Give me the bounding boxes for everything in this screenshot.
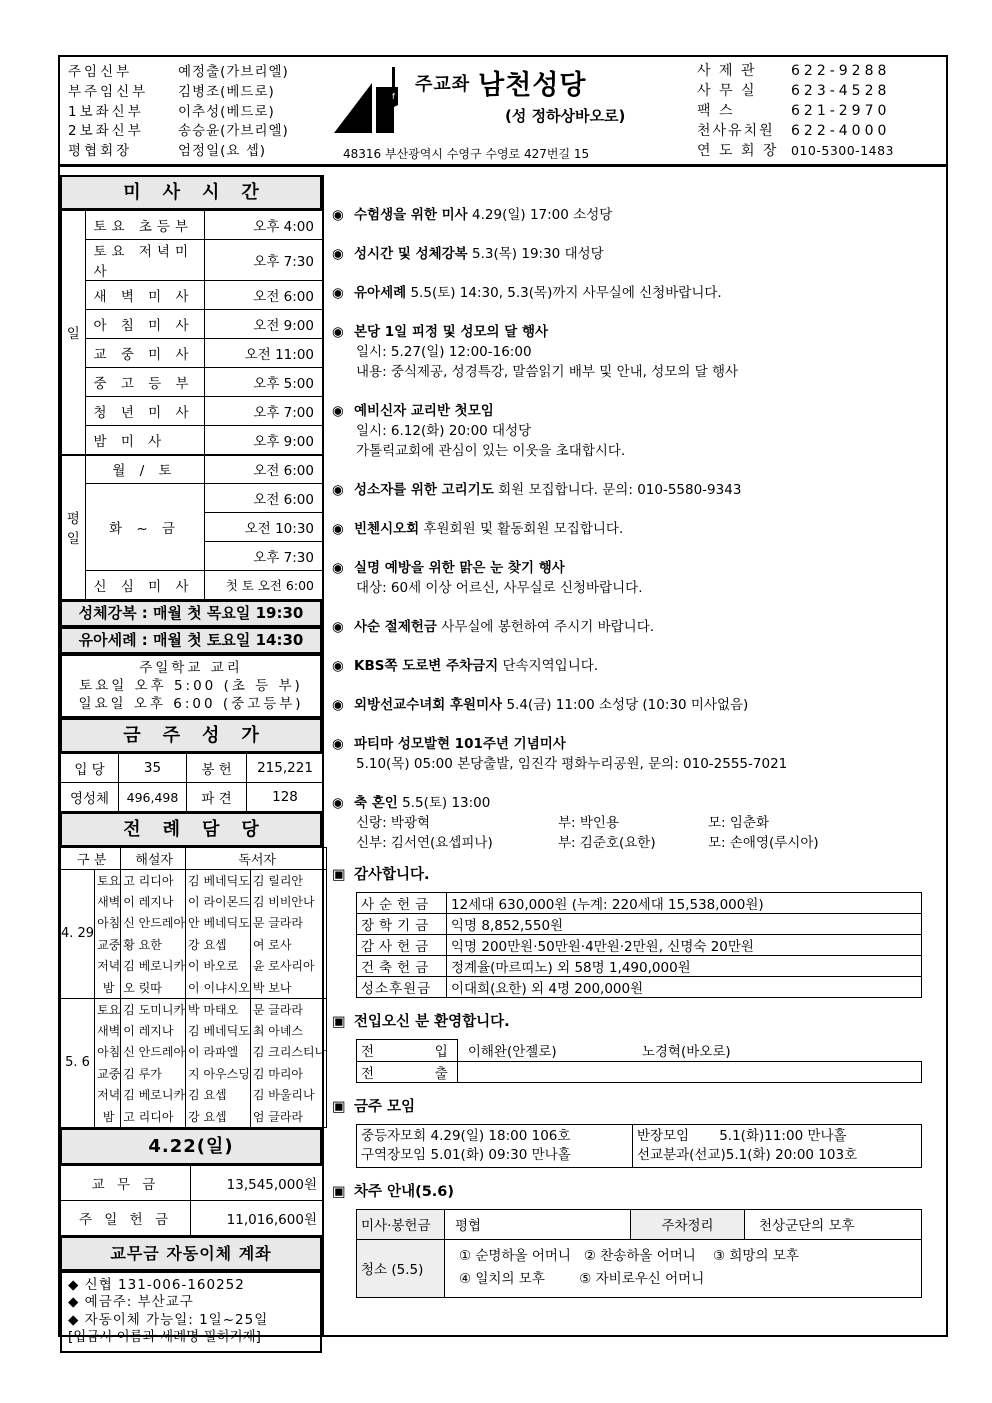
mass-name: 중 고 등 부 (85, 368, 204, 397)
section-heading (332, 863, 942, 884)
reader-1: 안 베네딕도 (186, 912, 251, 934)
commentator: 이 레지나 (121, 1020, 186, 1042)
mass-time: 첫 토 오전 6:00 (204, 571, 323, 600)
clergy-name: 김병조(베드로) (178, 83, 275, 100)
welcome-table (356, 1039, 922, 1083)
section-title: 감사합니다. (354, 867, 430, 883)
announcement (332, 558, 942, 598)
mass-time: 오전 11:00 (204, 339, 323, 368)
commentator: 신 안드레아 (121, 1041, 186, 1063)
announcement (332, 480, 942, 500)
church-logo-icon (332, 65, 412, 135)
mass-slot: 아침 (95, 1041, 121, 1063)
table-row (61, 281, 323, 310)
table-row (357, 935, 922, 956)
contact-label: 사 제 관 (697, 63, 757, 79)
mass-slot: 밤 (95, 1106, 121, 1128)
mass-slot: 교중 (95, 1063, 121, 1085)
reader-2: 문 글라라 (250, 912, 326, 934)
thanks-label: 장학기금 (357, 914, 447, 935)
reader-1: 김 요셉 (186, 1084, 251, 1106)
reader-2: 김 크리스티나 (250, 1041, 326, 1063)
table-row (357, 893, 922, 914)
reader-2: 엄 글라라 (250, 1106, 326, 1128)
column-header: 구 분 (61, 848, 121, 870)
announcement (332, 617, 942, 637)
announcement (332, 401, 942, 461)
table-row (61, 240, 323, 281)
table-row (357, 1239, 922, 1297)
announcement-text: 회원 모집합니다. 문의: 010-5580-9343 (498, 482, 742, 498)
bullet-icon: ◉ (332, 658, 344, 674)
mass-time: 오후 7:00 (204, 397, 323, 426)
announcement-line: 대상: 60세 이상 어르신, 사무실로 신청바랍니다. (356, 580, 643, 596)
reader-1: 이 바오로 (186, 955, 251, 977)
clergy-role: 2보좌신부 (68, 123, 144, 140)
new-member: 노경혁(바오로) (641, 1044, 731, 1060)
mass-times-heading: 미사시간 (60, 175, 322, 210)
reader-1: 강 요셉 (186, 934, 251, 956)
reader-2: 김 바울리나 (250, 1084, 326, 1106)
table-row (61, 1063, 327, 1085)
table-row (61, 1084, 327, 1106)
mass-slot: 아침 (95, 912, 121, 934)
mass-name: 신 심 미 사 (85, 571, 204, 600)
contact-row (697, 101, 894, 121)
title-prefix: 주교좌 (415, 74, 471, 95)
meeting-item: 반장모임 5.1(화)11:00 만나홀 (637, 1127, 847, 1144)
announcement-line: 5.10(목) 05:00 본당출발, 임진각 평화누리공원, 문의: 010-2555-7021 (356, 756, 788, 772)
adoration-notice: 성체강복 : 매월 첫 목요일 19:30 (60, 600, 322, 627)
table-row (61, 1020, 327, 1042)
mass-time: 오후 5:00 (204, 368, 323, 397)
reader-1: 지 아우스딩 (186, 1063, 251, 1085)
hymn-label: 봉 헌 (187, 754, 247, 783)
announcement (332, 205, 942, 225)
announcement-text: 단속지역입니다. (502, 658, 599, 674)
meeting-item: 중등자모회 4.29(일) 18:00 106호 (361, 1127, 571, 1144)
groom-mother: 모: 임춘화 (708, 815, 770, 831)
meetings-left (357, 1124, 633, 1167)
announcement-text: 5.5(토) 14:30, 5.3(목)까지 사무실에 신청바랍니다. (410, 285, 722, 301)
account-line: ◆ 신협 131-006-160252 (68, 1276, 245, 1293)
mass-slot: 토요 (95, 869, 121, 891)
reader-1: 이 이냐시오 (186, 977, 251, 999)
commentator: 김 도미니카 (121, 998, 186, 1020)
church-address: 48316 부산광역시 수영구 수영로 427번길 15 (343, 147, 590, 161)
announcement (332, 656, 942, 676)
mass-time: 오전 10:30 (204, 513, 323, 542)
liturgy-date: 4. 29 (61, 869, 95, 998)
contact-row (697, 141, 894, 161)
wedding-announcement (332, 793, 942, 853)
column-header: 해설자 (121, 848, 186, 870)
table-row (61, 869, 327, 891)
new-member: 이해완(안젤로) (467, 1044, 557, 1060)
commentator: 고 리디아 (121, 869, 186, 891)
table-row (357, 1061, 922, 1082)
bullet-icon: ◉ (332, 403, 344, 419)
account-line: [입금시 이름과 세례명 필히기재] (68, 1329, 261, 1345)
svg-text:f: f (392, 92, 395, 101)
announcement-line: 내용: 중식제공, 성경특강, 말씀읽기 배부 및 안내, 성모의 달 행사 (356, 364, 739, 380)
reader-2: 박 보나 (250, 977, 326, 999)
mass-slot: 새벽 (95, 1020, 121, 1042)
section-title: 전입오신 분 환영합니다. (354, 1014, 510, 1030)
reader-2: 김 릴리안 (250, 869, 326, 891)
mass-offering-value: 평협 (445, 1209, 631, 1239)
table-row (61, 426, 323, 455)
announcement-title: 사순 절제헌금 (354, 619, 437, 635)
finance-table (60, 1165, 324, 1236)
mass-time: 오전 6:00 (204, 455, 323, 484)
thanks-label: 사순헌금 (357, 893, 447, 914)
section-heading (332, 1180, 942, 1201)
mass-time: 오전 6:00 (204, 281, 323, 310)
welcome-label: 전 출 (357, 1061, 458, 1082)
announcement-title: 본당 1일 피정 및 성모의 달 행사 (354, 324, 549, 340)
commentator: 고 리디아 (121, 1106, 186, 1128)
table-row (357, 1209, 922, 1239)
clergy-list (68, 63, 289, 162)
account-line: ◆ 자동이체 가능일: 1일~25일 (68, 1311, 269, 1328)
reader-1: 김 베네딕도 (186, 1020, 251, 1042)
table-row (61, 310, 323, 339)
section-title: 금주 모임 (354, 1098, 416, 1115)
table-row (61, 368, 323, 397)
contact-row (697, 81, 894, 101)
reader-1: 이 라이몬드 (186, 891, 251, 913)
table-row (61, 783, 324, 812)
mass-offering-label: 미사·봉헌금 (357, 1209, 445, 1239)
contact-row (697, 61, 894, 81)
mass-name: 월 / 토 (85, 455, 204, 484)
contact-row (697, 121, 894, 141)
table-row (357, 914, 922, 935)
table-header-row (61, 848, 327, 870)
reader-1: 강 요셉 (186, 1106, 251, 1128)
bride-mother: 모: 손애영(루시아) (708, 835, 819, 851)
mass-time: 오후 4:00 (204, 211, 323, 240)
bullet-icon: ◉ (332, 560, 344, 576)
mass-slot: 교중 (95, 934, 121, 956)
parking-value: 천상군단의 모후 (745, 1209, 922, 1239)
sunday-school (60, 654, 322, 718)
announcement-title: 외방선교수녀회 후원미사 (354, 697, 503, 713)
contact-label: 사 무 실 (697, 83, 757, 99)
table-row (357, 956, 922, 977)
hymn-label: 입 당 (61, 754, 119, 783)
mass-times-table (60, 210, 324, 600)
table-row (357, 1124, 922, 1167)
mass-name: 새 벽 미 사 (85, 281, 204, 310)
table-row (61, 934, 327, 956)
clergy-name: 엄정일(요 셉) (178, 143, 267, 160)
section-title: 차주 안내(5.6) (354, 1183, 455, 1200)
auto-transfer-info (60, 1271, 322, 1353)
clergy-row (68, 83, 289, 103)
announcement-title: 유아세례 (354, 285, 407, 301)
reader-2: 여 로사 (250, 934, 326, 956)
contact-number: 010-5300-1483 (791, 143, 895, 158)
mass-slot: 새벽 (95, 891, 121, 913)
table-row (61, 891, 327, 913)
bride-father: 부: 김준호(요한) (558, 835, 656, 851)
thanks-value: 정계율(마르띠노) 외 58명 1,490,000원 (447, 956, 922, 977)
reader-1: 박 마태오 (186, 998, 251, 1020)
mass-name: 토요 저녁미사 (85, 240, 204, 281)
moved-out-members (457, 1061, 921, 1082)
reader-1: 이 라파엘 (186, 1041, 251, 1063)
hymn-number: 215,221 (247, 754, 324, 783)
cleaning-line: ④ 일치의 모후 ⑤ 자비로우신 어머니 (459, 1271, 705, 1287)
announcement-title: KBS쪽 도로변 주차금지 (354, 658, 499, 674)
commentator: 신 안드레아 (121, 912, 186, 934)
finance-label: 주 일 헌 금 (61, 1200, 191, 1235)
finance-value: 13,545,000원 (191, 1165, 324, 1200)
clergy-name: 이추성(베드로) (178, 103, 275, 120)
mass-slot: 저녁 (95, 955, 121, 977)
groom-row (332, 813, 942, 833)
contact-number: 621-2970 (791, 103, 891, 119)
meeting-item: 선교분과(선교)5.1(화) 20:00 103호 (637, 1146, 858, 1163)
header (60, 57, 946, 167)
clergy-role: 평협회장 (68, 143, 133, 160)
announcement-title: 예비신자 교리반 첫모임 (354, 403, 494, 419)
table-row (61, 1041, 327, 1063)
square-bullet-icon: ▣ (332, 1183, 346, 1200)
announcement-line: 가톨릭교회에 관심이 있는 이웃을 초대합시다. (356, 443, 626, 459)
contact-label: 천사유치원 (697, 123, 775, 139)
bullet-icon: ◉ (332, 482, 344, 498)
finance-value: 11,016,600원 (191, 1200, 324, 1235)
mass-name: 토요 초등부 (85, 211, 204, 240)
mass-time: 오전 6:00 (204, 484, 323, 513)
meeting-item: 구역장모임 5.01(화) 09:30 만나홀 (361, 1146, 571, 1163)
clergy-row (68, 63, 289, 83)
announcement-text: 5.5(토) 13:00 (402, 795, 491, 811)
announcement-title: 성소자를 위한 고리기도 (354, 482, 494, 498)
reader-2: 최 아녜스 (250, 1020, 326, 1042)
reader-2: 김 마리아 (250, 1063, 326, 1085)
mass-time: 오후 7:30 (204, 542, 323, 571)
thanks-value: 익명 8,852,550원 (447, 914, 922, 935)
mass-name: 교 중 미 사 (85, 339, 204, 368)
table-row (357, 1040, 922, 1062)
table-row (61, 455, 323, 484)
clergy-role: 부주임신부 (68, 83, 149, 100)
meetings-right (633, 1124, 922, 1167)
announcement (332, 244, 942, 264)
announcement-title: 파티마 성모발현 101주년 기념미사 (354, 736, 566, 752)
commentator: 오 릿따 (121, 977, 186, 999)
bullet-icon: ◉ (332, 521, 344, 537)
mass-name: 밤 미 사 (85, 426, 204, 455)
square-bullet-icon: ▣ (332, 867, 346, 883)
liturgy-table (60, 847, 327, 1128)
clergy-name: 예정출(가브리엘) (178, 64, 289, 80)
announcement-title: 실명 예방을 위한 맑은 눈 찾기 행사 (354, 560, 565, 576)
commentator: 이 레지나 (121, 891, 186, 913)
announcement-title: 성시간 및 성체강복 (354, 246, 468, 262)
mass-time: 오후 7:30 (204, 240, 323, 281)
cleaning-groups (445, 1239, 922, 1297)
thanks-table (356, 892, 922, 998)
announcement-line: 일시: 6.12(화) 20:00 대성당 (356, 423, 532, 439)
parking-label: 주차정리 (631, 1209, 745, 1239)
clergy-row (68, 122, 289, 142)
clergy-role: 1보좌신부 (68, 103, 144, 120)
square-bullet-icon: ▣ (332, 1014, 346, 1030)
sunday-school-line: 일요일 오후 6:00 (중고등부) (78, 696, 304, 712)
reader-2: 김 비비안나 (250, 891, 326, 913)
mass-time: 오후 9:00 (204, 426, 323, 455)
mass-name: 청 년 미 사 (85, 397, 204, 426)
bullet-icon: ◉ (332, 795, 344, 811)
announcement (332, 283, 942, 303)
table-row (61, 339, 323, 368)
bride: 신부: 김서연(요셉피나) (356, 835, 493, 851)
table-row (61, 211, 323, 240)
contact-label: 연 도 회 장 (697, 143, 779, 159)
finance-date-heading: 4.22(일) (60, 1128, 322, 1165)
bullet-icon: ◉ (332, 324, 344, 340)
hymn-heading: 금주성가 (60, 718, 322, 753)
infant-baptism-notice: 유아세례 : 매월 첫 토요일 14:30 (60, 627, 322, 654)
liturgy-heading: 전례담당 (60, 812, 322, 847)
table-row (61, 754, 324, 783)
left-column (60, 175, 327, 1345)
hymn-number: 496,498 (119, 783, 187, 812)
mass-slot: 토요 (95, 998, 121, 1020)
bullet-icon: ◉ (332, 285, 344, 301)
thanks-value: 12세대 630,000원 (누계: 220세대 15,538,000원) (447, 893, 922, 914)
announcement (332, 695, 942, 715)
announcement (332, 734, 942, 774)
announcement (332, 322, 942, 382)
clergy-role: 주임신부 (68, 64, 133, 80)
reader-2: 문 글라라 (250, 998, 326, 1020)
sunday-school-line: 토요일 오후 5:00 (초 등 부) (79, 678, 303, 694)
announcement-title: 빈첸시오회 (354, 521, 420, 537)
commentator: 김 루가 (121, 1063, 186, 1085)
table-row (61, 998, 327, 1020)
church-patron: (성 정하상바오로) (505, 107, 626, 125)
contact-number: 622-4000 (791, 123, 891, 139)
mass-slot: 저녁 (95, 1084, 121, 1106)
liturgy-date: 5. 6 (61, 998, 95, 1127)
account-line: ◆ 예금주: 부산교구 (68, 1294, 194, 1310)
sunday-label: 일 (61, 211, 85, 455)
table-row (61, 484, 323, 513)
table-row (61, 1200, 324, 1235)
hymn-number: 35 (119, 754, 187, 783)
church-name: 남천성당 (478, 70, 587, 101)
finance-label: 교 무 금 (61, 1165, 191, 1200)
right-column (332, 205, 942, 1298)
table-row (61, 571, 323, 600)
cleaning-label: 청소 (5.5) (357, 1239, 445, 1297)
contact-label: 팩 스 (697, 103, 735, 119)
reader-2: 윤 로사리아 (250, 955, 326, 977)
contact-number: 622-9288 (791, 63, 891, 79)
hymn-table (60, 753, 324, 812)
commentator: 김 베로니카 (121, 1084, 186, 1106)
bulletin-page (58, 55, 948, 1345)
thanks-value: 익명 200만원·50만원·4만원·2만원, 신명숙 20만원 (447, 935, 922, 956)
welcome-label: 전 입 (357, 1040, 458, 1062)
table-row (357, 977, 922, 998)
table-row (61, 977, 327, 999)
groom: 신랑: 박광혁 (356, 815, 431, 831)
announcement-text: 사무실에 봉헌하여 주시기 바랍니다. (441, 619, 655, 635)
hymn-label: 영성체 (61, 783, 119, 812)
section-heading (332, 1095, 942, 1116)
column-header: 독서자 (186, 848, 327, 870)
reader-1: 김 베네딕도 (186, 869, 251, 891)
square-bullet-icon: ▣ (332, 1098, 346, 1115)
groom-father: 부: 박인용 (558, 815, 620, 831)
thanks-label: 감사헌금 (357, 935, 447, 956)
table-row (61, 955, 327, 977)
announcement-title: 수험생을 위한 미사 (354, 207, 468, 223)
announcement-line: 일시: 5.27(일) 12:00-16:00 (356, 344, 532, 360)
auto-transfer-heading: 교무금 자동이체 계좌 (60, 1236, 322, 1271)
thanks-label: 성소후원금 (357, 977, 447, 998)
hymn-label: 파 견 (187, 783, 247, 812)
clergy-row (68, 142, 289, 162)
table-row (61, 1165, 324, 1200)
commentator: 김 베로니카 (121, 955, 186, 977)
thanks-value: 이대희(요한) 외 4명 200,000원 (447, 977, 922, 998)
bullet-icon: ◉ (332, 736, 344, 752)
mass-name: 화 ~ 금 (85, 484, 204, 571)
bullet-icon: ◉ (332, 207, 344, 223)
mass-time: 오전 9:00 (204, 310, 323, 339)
bride-row (332, 833, 942, 853)
bullet-icon: ◉ (332, 246, 344, 262)
announcement-text: 5.4(금) 11:00 소성당 (10:30 미사없음) (506, 697, 749, 713)
thanks-label: 건축헌금 (357, 956, 447, 977)
sunday-school-title: 주일학교 교리 (139, 660, 243, 676)
announcement-text: 4.29(일) 17:00 소성당 (472, 207, 613, 223)
cleaning-line: ① 순명하올 어머니 ② 찬송하올 어머니 ③ 희망의 모후 (459, 1248, 799, 1264)
contact-list (697, 61, 894, 161)
hymn-number: 128 (247, 783, 324, 812)
contact-number: 623-4528 (791, 83, 891, 99)
mass-slot: 밤 (95, 977, 121, 999)
next-week-table (356, 1209, 922, 1298)
announcement-text: 5.3(목) 19:30 대성당 (472, 246, 604, 262)
bullet-icon: ◉ (332, 697, 344, 713)
bullet-icon: ◉ (332, 619, 344, 635)
weekday-label: 평일 (61, 455, 85, 600)
clergy-row (68, 103, 289, 123)
announcement-text: 후원회원 및 활동회원 모집합니다. (423, 521, 624, 537)
commentator: 황 요한 (121, 934, 186, 956)
clergy-name: 송승윤(가브리엘) (178, 123, 289, 140)
church-title (415, 63, 587, 102)
announcement-title: 축 혼인 (354, 795, 398, 811)
meetings-table (356, 1124, 922, 1168)
table-row (61, 397, 323, 426)
announcement (332, 519, 942, 539)
table-row (61, 1106, 327, 1128)
mass-name: 아 침 미 사 (85, 310, 204, 339)
section-heading (332, 1010, 942, 1031)
table-row (61, 912, 327, 934)
